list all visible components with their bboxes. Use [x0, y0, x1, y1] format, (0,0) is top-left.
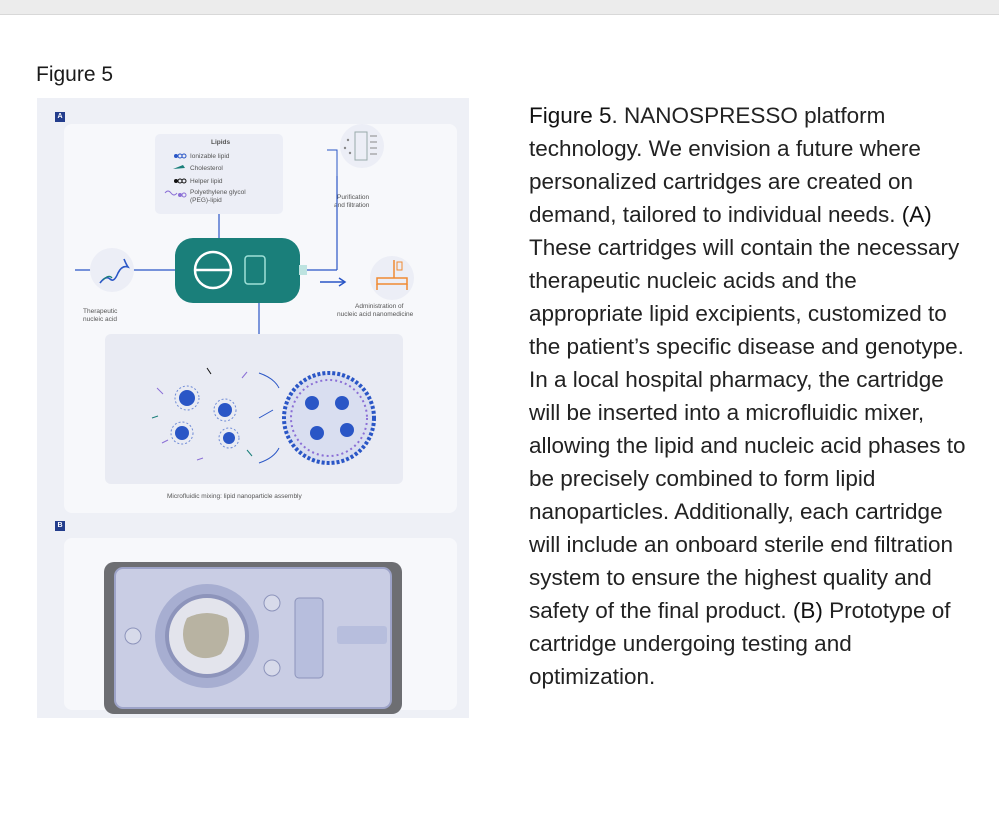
administration-label-1: Administration of: [355, 303, 404, 310]
caption-b-label: (B): [792, 598, 823, 623]
panel-b-tag: B: [55, 521, 65, 531]
lipid-label-4: Polyethylene glycol: [190, 189, 246, 196]
panel-a-tag: A: [55, 112, 65, 122]
nucleic-acid-icon: [90, 248, 134, 292]
figure-heading: Figure 5: [36, 63, 114, 86]
lipid-label-2: Cholesterol: [190, 165, 223, 172]
therapeutic-label-2: nucleic acid: [83, 316, 117, 323]
caption-text-3: Prototype of cartridge undergoing testing and optimization.: [529, 598, 951, 689]
mixing-caption: Microfluidic mixing: lipid nanoparticle assembly: [167, 493, 302, 500]
lipid-nanoparticle: [284, 373, 374, 463]
caption-text-1: . NANOSPRESSO platform technology. We envision a future where personalized cartridges are created on demand, tailored to individual needs.: [529, 103, 921, 227]
caption-a-label: (A): [901, 202, 932, 227]
lipid-label-3: Helper lipid: [190, 178, 223, 185]
caption-text-2: These cartridges will contain the necessary therapeutic nucleic acids and the appropriate lipid excipients, customized to the patient’s specific disease and genotype. In a local hospital pharmacy, the cartridge will be inserted into a microfluidic mixer, allowing the lipid and nucleic acid phases to be precisely combined to form lipid nanoparticles. Additionally, each cartridge will include an onboard sterile end filtration system to ensure the highest quality and safety of the final product.: [529, 235, 966, 623]
administration-label-2: nucleic acid nanomedicine: [337, 311, 414, 318]
purification-label-2: and filtration: [334, 202, 370, 209]
lipid-label-5: (PEG)-lipid: [190, 197, 222, 204]
hospital-bed-icon: [370, 256, 414, 300]
caption-lead: Figure 5: [529, 103, 612, 128]
content-card: [0, 14, 999, 818]
filter-icon: [340, 124, 384, 168]
figure-illustration: [37, 98, 469, 718]
figure-5-image: [37, 98, 469, 718]
cartridge-prototype-photo: [104, 562, 402, 714]
figure-caption: [529, 99, 969, 693]
therapeutic-label-1: Therapeutic: [83, 308, 118, 315]
purification-label-1: Purification: [337, 194, 370, 201]
lipids-title: Lipids: [211, 139, 231, 146]
lipid-label-1: Ionizable lipid: [190, 153, 230, 160]
cartridge-device: [175, 238, 307, 303]
